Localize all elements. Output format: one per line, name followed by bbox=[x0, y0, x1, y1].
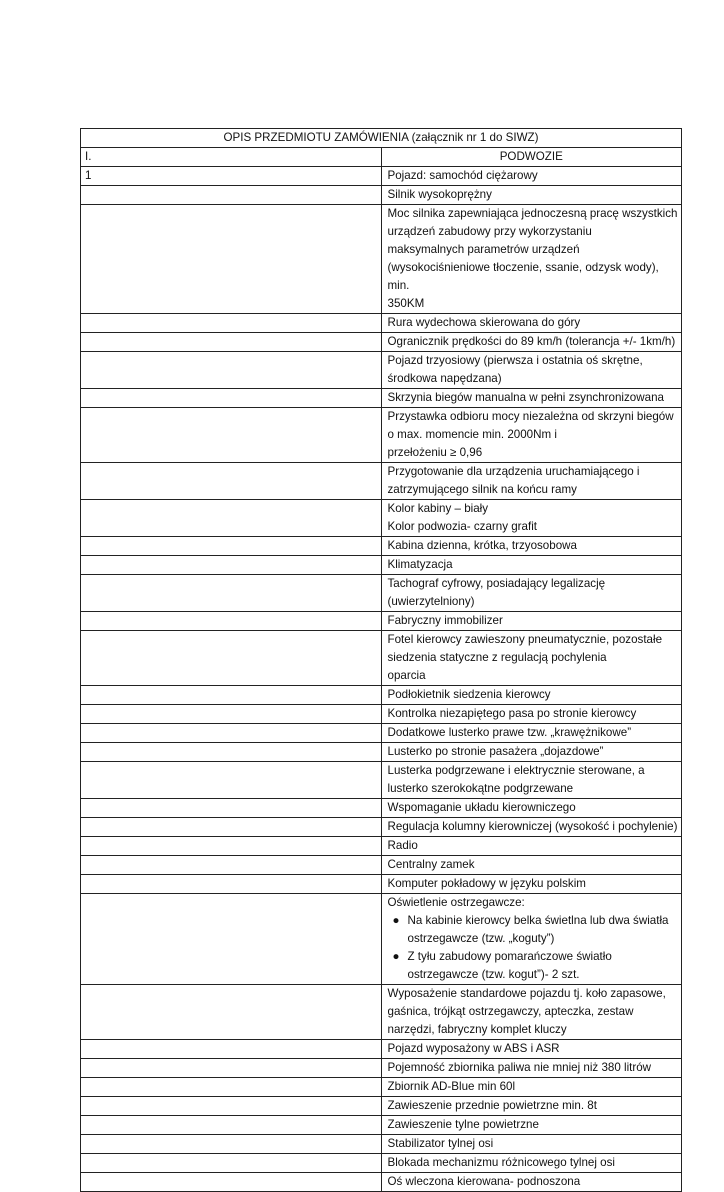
row-number bbox=[81, 743, 382, 762]
table-row bbox=[81, 1173, 682, 1192]
description-line: Oś wleczona kierowana- podnoszona bbox=[387, 1175, 581, 1188]
description-line: przełożeniu ≥ 0,96 bbox=[387, 446, 483, 459]
table-row bbox=[81, 705, 682, 724]
table-row bbox=[81, 1116, 682, 1135]
description-line: Kolor podwozia- czarny grafit bbox=[387, 520, 537, 533]
row-description bbox=[381, 1154, 682, 1173]
row-number bbox=[81, 1154, 382, 1173]
row-description bbox=[381, 463, 682, 500]
row-description bbox=[381, 856, 682, 875]
table-row bbox=[81, 837, 682, 856]
bullet-text: Z tyłu zabudowy pomarańczowe światło ostrzegawcze (tzw. kogut”)- 2 szt. bbox=[407, 950, 612, 981]
row-number bbox=[81, 799, 382, 818]
table-row bbox=[81, 333, 682, 352]
table-row bbox=[81, 1154, 682, 1173]
bullet-dot-icon: ● bbox=[392, 950, 400, 963]
document-title: OPIS PRZEDMIOTU ZAMÓWIENIA (załącznik nr 1 do SIWZ) bbox=[81, 129, 682, 148]
table-row bbox=[81, 537, 682, 556]
row-description bbox=[381, 1173, 682, 1192]
row-number bbox=[81, 537, 382, 556]
row-number bbox=[81, 985, 382, 1040]
row-description bbox=[381, 875, 682, 894]
row-description bbox=[381, 1097, 682, 1116]
row-number bbox=[81, 1078, 382, 1097]
bullet-item bbox=[388, 948, 682, 984]
table-row bbox=[81, 186, 682, 205]
table-row bbox=[81, 1078, 682, 1097]
row-number bbox=[81, 1059, 382, 1078]
description-line: narzędzi, fabryczny komplet kluczy bbox=[387, 1023, 567, 1036]
bullet-list bbox=[388, 912, 682, 984]
table-row bbox=[81, 762, 682, 799]
row-description bbox=[381, 389, 682, 408]
table-row bbox=[81, 389, 682, 408]
description-line: Przygotowanie dla urządzenia uruchamiającego i zatrzymującego silnik na końcu ramy bbox=[387, 465, 640, 496]
description-line: Lusterka podgrzewane i elektrycznie sterowane, a lusterko szerokokątne podgrzewane bbox=[387, 764, 645, 795]
row-description bbox=[381, 612, 682, 631]
description-line: Wspomaganie układu kierowniczego bbox=[387, 801, 576, 814]
row-description bbox=[381, 1059, 682, 1078]
description-line: oparcia bbox=[387, 669, 426, 682]
row-number bbox=[81, 1116, 382, 1135]
description-line: maksymalnych parametrów urządzeń (wysokociśnieniowe tłoczenie, ssanie, odzysk wody), min. bbox=[387, 243, 659, 292]
section-number: I. bbox=[81, 148, 382, 167]
row-description bbox=[381, 631, 682, 686]
description-line: Kontrolka niezapiętego pasa po stronie kierowcy bbox=[387, 707, 637, 720]
row-description bbox=[381, 743, 682, 762]
row-description bbox=[381, 724, 682, 743]
row-description bbox=[381, 205, 682, 314]
description-line: Tachograf cyfrowy, posiadający legalizację (uwierzytelniony) bbox=[387, 577, 606, 608]
row-number bbox=[81, 686, 382, 705]
row-description bbox=[381, 500, 682, 537]
row-number bbox=[81, 575, 382, 612]
table-row bbox=[81, 205, 682, 314]
row-number bbox=[81, 856, 382, 875]
row-description bbox=[381, 314, 682, 333]
row-number bbox=[81, 1040, 382, 1059]
description-line: Skrzynia biegów manualna w pełni zsynchronizowana bbox=[387, 391, 664, 404]
table-row bbox=[81, 556, 682, 575]
table-row bbox=[81, 612, 682, 631]
row-number bbox=[81, 612, 382, 631]
row-number bbox=[81, 724, 382, 743]
table-row bbox=[81, 856, 682, 875]
table-row bbox=[81, 818, 682, 837]
title-row bbox=[81, 129, 682, 148]
table-row bbox=[81, 352, 682, 389]
row-description bbox=[381, 762, 682, 799]
row-description bbox=[381, 1135, 682, 1154]
row-description bbox=[381, 575, 682, 612]
specification-table bbox=[80, 128, 682, 1192]
description-line: Komputer pokładowy w języku polskim bbox=[387, 877, 586, 890]
row-description bbox=[381, 333, 682, 352]
table-row bbox=[81, 631, 682, 686]
description-line: 350KM bbox=[387, 297, 425, 310]
row-number bbox=[81, 1173, 382, 1192]
row-number bbox=[81, 762, 382, 799]
row-number bbox=[81, 894, 382, 985]
section-row bbox=[81, 148, 682, 167]
table-row bbox=[81, 1059, 682, 1078]
row-description bbox=[381, 686, 682, 705]
table-row bbox=[81, 686, 682, 705]
row-description bbox=[381, 186, 682, 205]
row-number bbox=[81, 1097, 382, 1116]
bullet-dot-icon: ● bbox=[392, 914, 400, 927]
row-description bbox=[381, 799, 682, 818]
description-line: Fotel kierowcy zawieszony pneumatycznie, pozostałe siedzenia statyczne z regulacją pochylenia bbox=[387, 633, 663, 664]
row-number bbox=[81, 705, 382, 724]
row-number bbox=[81, 389, 382, 408]
table-body bbox=[81, 129, 682, 1192]
table-row bbox=[81, 575, 682, 612]
description-line: Zbiornik AD-Blue min 60l bbox=[387, 1080, 516, 1093]
row-number bbox=[81, 818, 382, 837]
description-line: Oświetlenie ostrzegawcze: bbox=[387, 896, 525, 909]
description-line: Zawieszenie tylne powietrzne bbox=[387, 1118, 539, 1131]
row-number bbox=[81, 500, 382, 537]
row-number bbox=[81, 205, 382, 314]
description-line: Moc silnika zapewniająca jednoczesną pracę wszystkich urządzeń zabudowy przy wykorzystaniu bbox=[387, 207, 678, 238]
table-row bbox=[81, 463, 682, 500]
row-description bbox=[381, 1040, 682, 1059]
description-line: Zawieszenie przednie powietrzne min. 8t bbox=[387, 1099, 597, 1112]
table-row bbox=[81, 500, 682, 537]
row-description bbox=[381, 985, 682, 1040]
description-line: Lusterko po stronie pasażera „dojazdowe” bbox=[387, 745, 604, 758]
row-number bbox=[81, 631, 382, 686]
table-row bbox=[81, 408, 682, 463]
row-description bbox=[381, 167, 682, 186]
description-line: Fabryczny immobilizer bbox=[387, 614, 503, 627]
description-line: Kolor kabiny – biały bbox=[387, 502, 489, 515]
description-line: Pojemność zbiornika paliwa nie mniej niż 380 litrów bbox=[387, 1061, 652, 1074]
description-line: Centralny zamek bbox=[387, 858, 475, 871]
row-number bbox=[81, 314, 382, 333]
description-line: Regulacja kolumny kierowniczej (wysokość i pochylenie) bbox=[387, 820, 678, 833]
description-line: Pojazd wyposażony w ABS i ASR bbox=[387, 1042, 560, 1055]
row-number bbox=[81, 333, 382, 352]
table-row bbox=[81, 1040, 682, 1059]
table-row bbox=[81, 1097, 682, 1116]
table-row bbox=[81, 167, 682, 186]
bullet-item bbox=[388, 912, 682, 948]
row-number bbox=[81, 556, 382, 575]
row-description bbox=[381, 1116, 682, 1135]
description-line: Silnik wysokoprężny bbox=[387, 188, 492, 201]
description-line: Wyposażenie standardowe pojazdu tj. koło zapasowe, gaśnica, trójkąt ostrzegawczy, apteczka, zestaw bbox=[387, 987, 666, 1018]
description-line: Blokada mechanizmu różnicowego tylnej osi bbox=[387, 1156, 615, 1169]
row-number bbox=[81, 875, 382, 894]
table-row bbox=[81, 875, 682, 894]
row-number bbox=[81, 186, 382, 205]
row-description bbox=[381, 894, 682, 985]
row-description bbox=[381, 537, 682, 556]
description-line: Klimatyzacja bbox=[387, 558, 453, 571]
section-name: PODWOZIE bbox=[381, 148, 682, 167]
description-line: Przystawka odbioru mocy niezależna od skrzyni biegów o max. momencie min. 2000Nm i bbox=[387, 410, 674, 441]
row-number: 1 bbox=[81, 167, 382, 186]
row-description bbox=[381, 837, 682, 856]
table-row bbox=[81, 743, 682, 762]
row-number bbox=[81, 352, 382, 389]
description-line: Dodatkowe lusterko prawe tzw. „krawężnikowe” bbox=[387, 726, 632, 739]
row-description bbox=[381, 408, 682, 463]
bullet-text: Na kabinie kierowcy belka świetlna lub dwa światła ostrzegawcze (tzw. „koguty”) bbox=[407, 914, 669, 945]
row-number bbox=[81, 463, 382, 500]
row-description bbox=[381, 352, 682, 389]
description-line: Radio bbox=[387, 839, 418, 852]
description-line: Stabilizator tylnej osi bbox=[387, 1137, 494, 1150]
description-line: Kabina dzienna, krótka, trzyosobowa bbox=[387, 539, 577, 552]
description-line: Pojazd trzyosiowy (pierwsza i ostatnia oś skrętne, środkowa napędzana) bbox=[387, 354, 643, 385]
description-line: Podłokietnik siedzenia kierowcy bbox=[387, 688, 551, 701]
description-line: Pojazd: samochód ciężarowy bbox=[387, 169, 538, 182]
row-number bbox=[81, 837, 382, 856]
row-description bbox=[381, 556, 682, 575]
row-description bbox=[381, 1078, 682, 1097]
table-row bbox=[81, 1135, 682, 1154]
table-row bbox=[81, 314, 682, 333]
row-description bbox=[381, 705, 682, 724]
table-row bbox=[81, 985, 682, 1040]
description-line: Ogranicznik prędkości do 89 km/h (tolerancja +/- 1km/h) bbox=[387, 335, 676, 348]
table-row bbox=[81, 724, 682, 743]
row-number bbox=[81, 1135, 382, 1154]
description-line: Rura wydechowa skierowana do góry bbox=[387, 316, 581, 329]
row-number bbox=[81, 408, 382, 463]
table-row bbox=[81, 799, 682, 818]
row-description bbox=[381, 818, 682, 837]
table-row bbox=[81, 894, 682, 985]
